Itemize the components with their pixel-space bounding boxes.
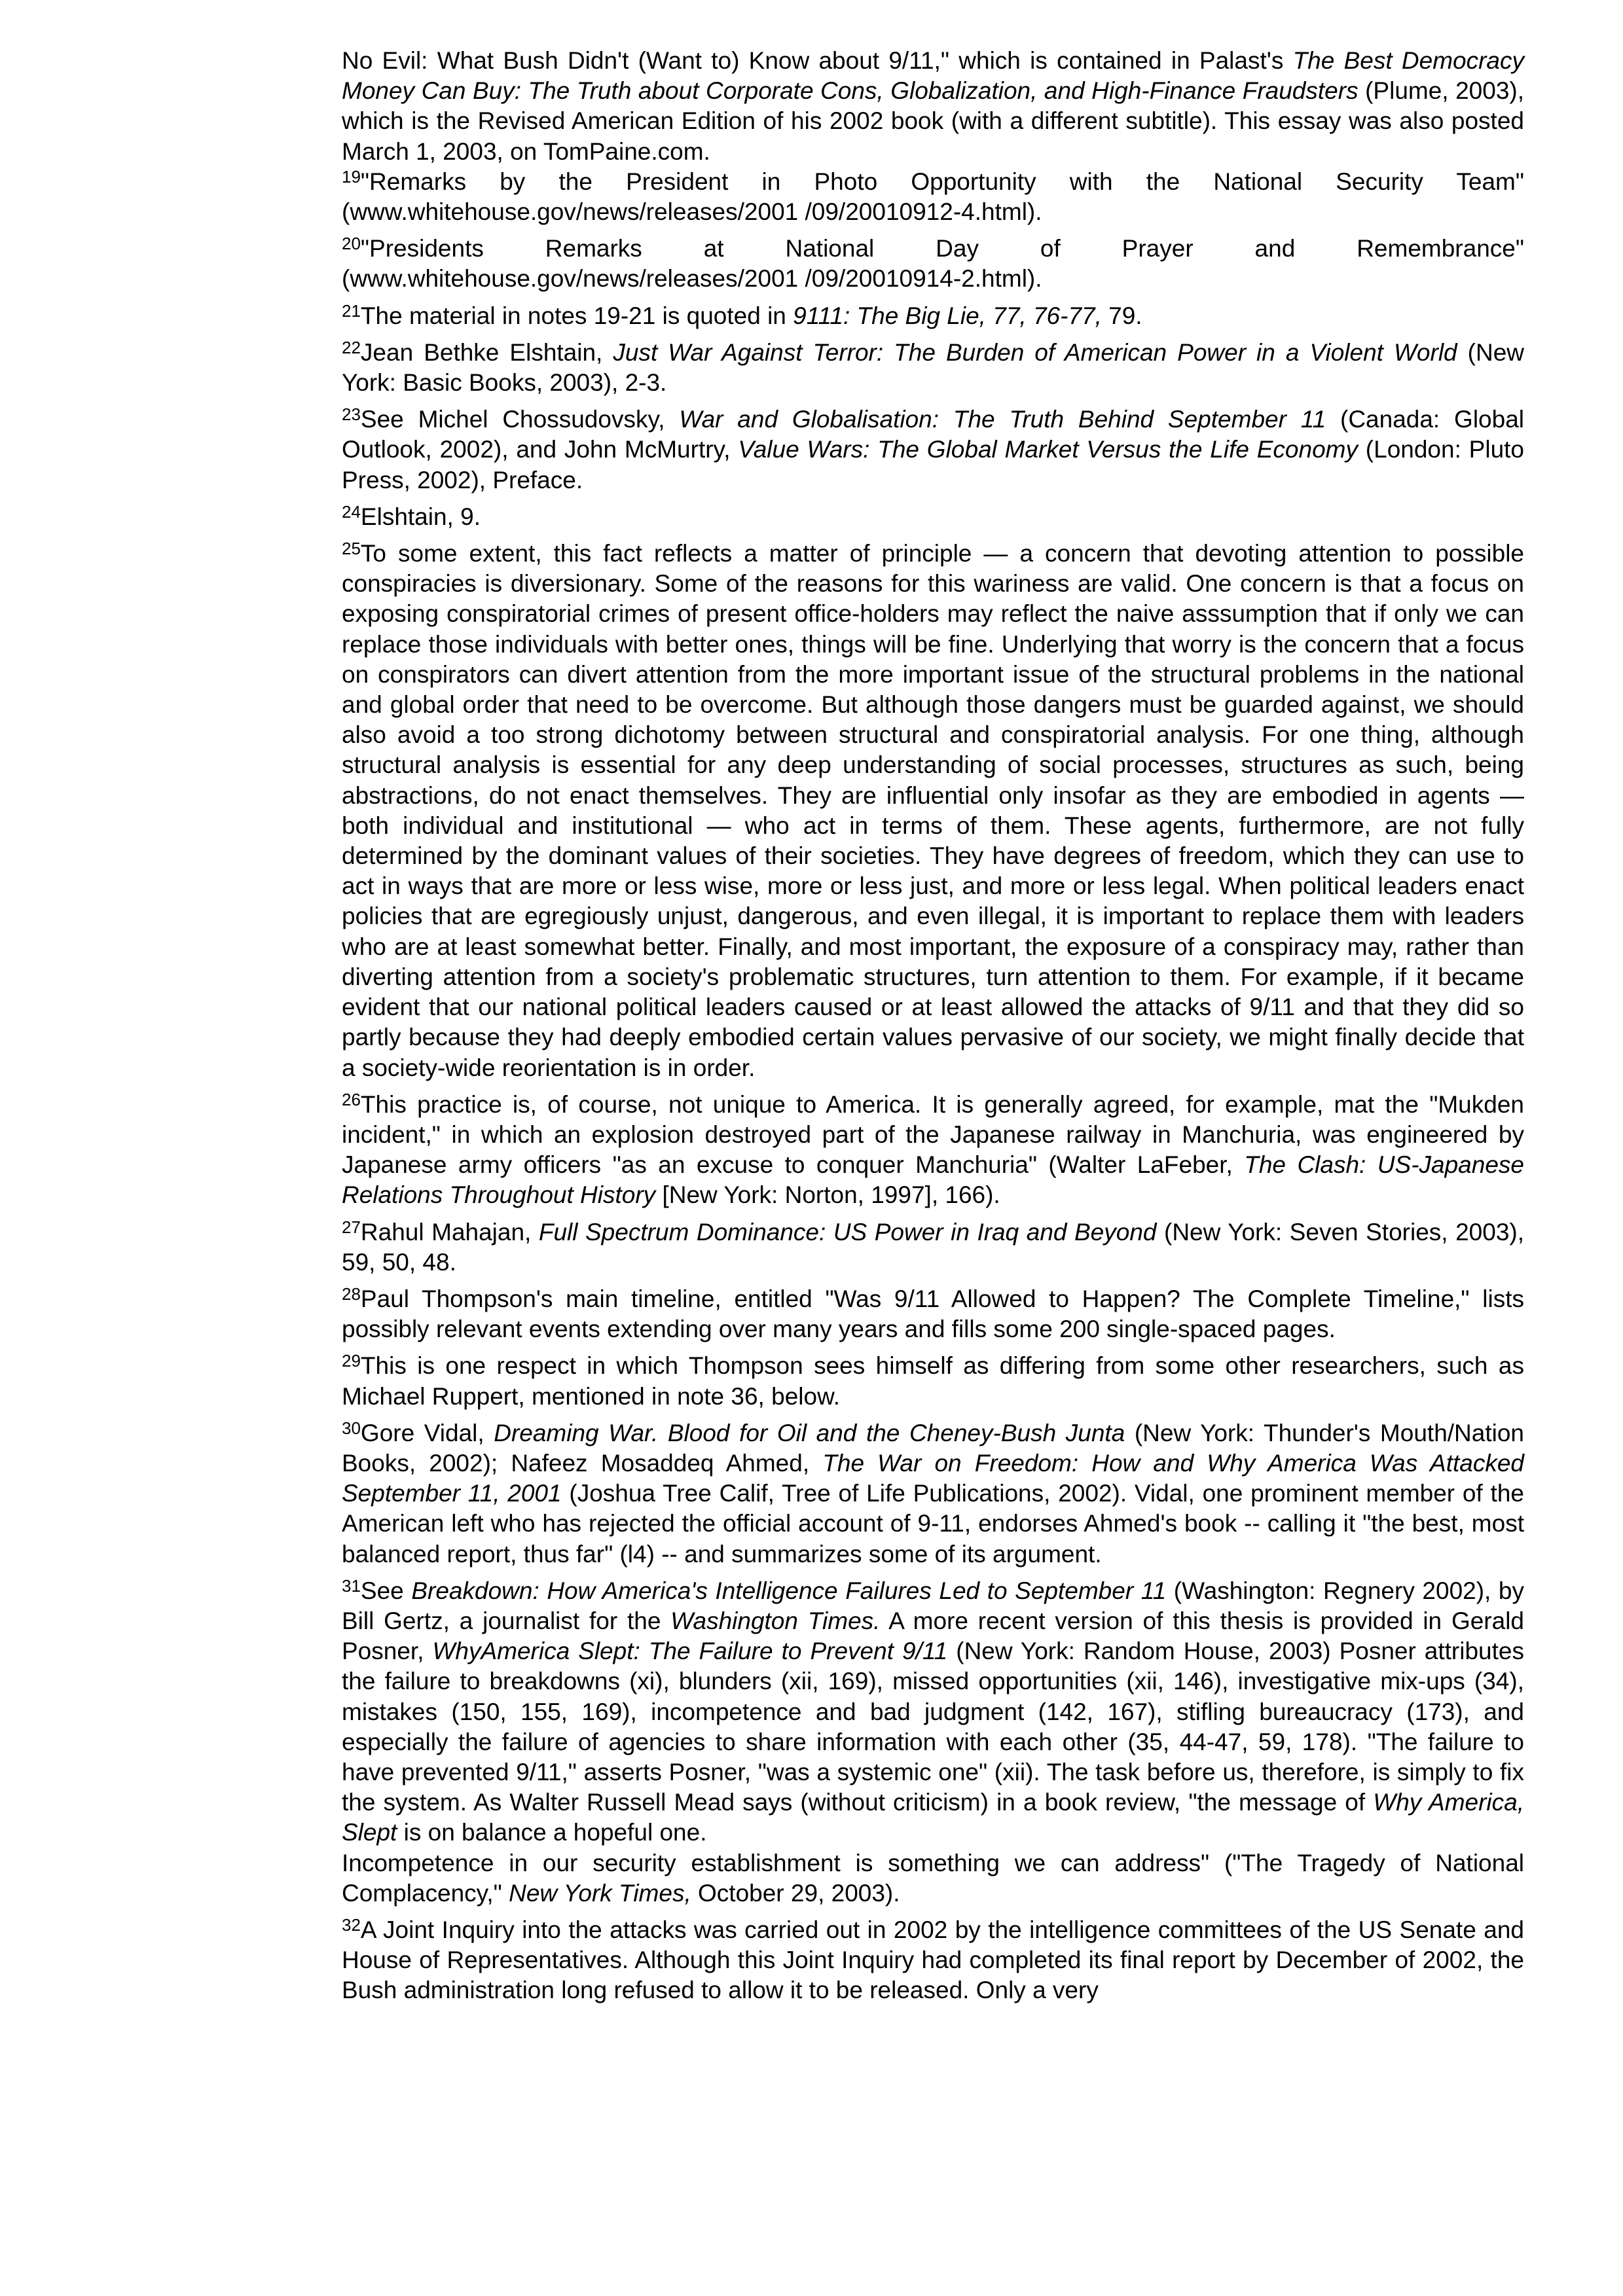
footnote-text: (Joshua Tree Calif, Tree of Life Publications, 2002). Vidal, one prominent member of the American left who has rejected the official account of 9-11, endorses Ahmed's book -- calling it "the best, most balanced report, thus far" (l4) -- and summarizes some of its argument. bbox=[342, 1480, 1524, 1568]
footnote-30 bbox=[342, 1418, 1524, 1570]
footnote-text: (Canada: Global Outlook, 2002), and John McMurtry, bbox=[342, 406, 1524, 463]
footnote-26 bbox=[342, 1090, 1524, 1211]
footnote-number: 23 bbox=[342, 404, 361, 425]
footnote-text: This practice is, of course, not unique to America. It is generally agreed, for example, mat the "Mukden incident," in which an explosion destroyed part of the Japanese railway in Manchuria, was engineered by Japanese army officers "as an excuse to conquer Manchuria" (Walter LaFeber, bbox=[342, 1090, 1524, 1179]
footnote-book-title: WhyAmerica Slept: The Failure to Prevent 9/11 bbox=[432, 1638, 948, 1665]
footnote-number: 32 bbox=[342, 1914, 361, 1935]
footnote-text: Incompetence in our security establishment is something we can address" ("The Tragedy of National Complacency," bbox=[342, 1849, 1524, 1907]
footnote-book-title: War and Globalisation: The Truth Behind September 11 bbox=[679, 406, 1326, 433]
footnote-text: (London: Pluto Press, 2002), Preface. bbox=[342, 436, 1525, 493]
footnote-text: Jean Bethke Elshtain, bbox=[360, 338, 613, 366]
footnote-20 bbox=[342, 234, 1524, 294]
footnote-number: 26 bbox=[342, 1089, 361, 1109]
footnote-number: 27 bbox=[342, 1217, 361, 1237]
footnote-book-title: Why America, Slept bbox=[342, 1789, 1524, 1846]
footnote-number: 21 bbox=[342, 300, 361, 321]
footnote-text: (Plume, 2003), which is the Revised American Edition of his 2002 book (with a different subtitle). This essay was also posted March 1, 2003, on TomPaine.com. bbox=[342, 77, 1524, 165]
footnote-number: 29 bbox=[342, 1351, 361, 1371]
footnote-text: The material in notes 19-21 is quoted in bbox=[360, 302, 793, 329]
footnote-publication-title: New York Times, bbox=[509, 1879, 691, 1907]
footnote-number: 25 bbox=[342, 539, 361, 559]
footnote-28 bbox=[342, 1284, 1524, 1344]
footnote-number: 19 bbox=[342, 166, 361, 187]
footnote-19 bbox=[342, 167, 1524, 227]
footnote-27 bbox=[342, 1217, 1524, 1278]
footnote-number: 31 bbox=[342, 1575, 361, 1596]
footnote-number: 28 bbox=[342, 1283, 361, 1304]
footnotes-page bbox=[342, 46, 1524, 2013]
footnote-number: 20 bbox=[342, 234, 361, 254]
footnote-book-title: Full Spectrum Dominance: US Power in Iraq and Beyond bbox=[538, 1218, 1157, 1246]
footnote-book-title: Value Wars: The Global Market Versus the Life Economy bbox=[738, 436, 1358, 463]
footnote-31-continued bbox=[342, 1848, 1524, 1909]
footnote-book-title: Dreaming War. Blood for Oil and the Cheney-Bush Junta bbox=[494, 1419, 1125, 1446]
footnote-text: A Joint Inquiry into the attacks was carried out in 2002 by the intelligence committees of the US Senate and House of Representatives. Although this Joint Inquiry had completed its final report by December of 2002, the Bush administration long refused to allow it to be released. Only a very bbox=[342, 1916, 1524, 2004]
footnote-book-title: The Clash: US-Japanese Relations Throughout History bbox=[342, 1151, 1524, 1209]
footnote-32 bbox=[342, 1915, 1524, 2006]
footnote-text: (New York: Basic Books, 2003), 2-3. bbox=[342, 338, 1524, 397]
footnote-text: Gore Vidal, bbox=[360, 1419, 494, 1446]
footnote-text: Paul Thompson's main timeline, entitled "Was 9/11 Allowed to Happen? The Complete Timeline," lists possibly relevant events extending over many years and fills some 200 single-spaced pages. bbox=[342, 1285, 1524, 1343]
footnote-text: (New York: Random House, 2003) Posner attributes the failure to breakdowns (xi), blunders (xii, 169), missed opportunities (xii, 146), investigative mix-ups (34), mistakes (150, 155, 169), incompetence and bad judgment (142, 167), stifling bureaucracy (173), and especially the failure of agencies to share information with each other (35, 44-47, 59, 178). "The failure to have prevented 9/11," asserts Posner, "was a systemic one" (xii). The task before us, therefore, is simply to fix the system. As Walter Russell Mead says (without criticism) in a book review, "the message of bbox=[342, 1638, 1524, 1816]
footnote-24 bbox=[342, 502, 1524, 532]
footnote-book-title: The Best Democracy Money Can Buy: The Truth about Corporate Cons, Globalization, and High-Finance Fraudsters bbox=[342, 47, 1524, 105]
footnote-text: is on balance a hopeful one. bbox=[397, 1819, 707, 1846]
footnote-text: 79. bbox=[1101, 302, 1142, 329]
footnote-text: "Remarks by the President in Photo Opportunity with the National Security Team" (www.whitehouse.gov/news/releases/2001 /09/20010912-4.html). bbox=[342, 168, 1524, 226]
footnote-text: To some extent, this fact reflects a matter of principle — a concern that devoting attention to possible conspiracies is diversionary. Some of the reasons for this wariness are valid. One concern is that a focus on exposing conspiratorial crimes of present office-holders may reflect the naive asssumption that if only we can replace those individuals with better ones, things will be fine. Underlying that worry is the concern that a focus on conspirators can divert attention from the more important issue of the structural problems in the national and global order that need to be overcome. But although those dangers must be guarded against, we should also avoid a too strong dichotomy between structural and conspiratorial analysis. For one thing, although structural analysis is essential for any deep understanding of social processes, structures as such, being abstractions, do not enact themselves. They are influential only insofar as they are embodied in agents — both individual and institutional — who act in terms of them. These agents, furthermore, are not fully determined by the dominant values of their societies. They have degrees of freedom, which they can use to act in ways that are more or less wise, more or less just, and more or less legal. When political leaders enact policies that are egregiously unjust, dangerous, and even illegal, it is important to replace them with leaders who are at least somewhat better. Finally, and most important, the exposure of a conspiracy may, rather than diverting attention from a society's problematic structures, turn attention to them. For example, if it became evident that our national political leaders caused or at least allowed the attacks of 9/11 and that they did so partly because they had deeply embodied certain values pervasive of our society, we might finally decide that a society-wide reorientation is in order. bbox=[342, 540, 1524, 1081]
footnote-21 bbox=[342, 301, 1524, 331]
footnote-29 bbox=[342, 1351, 1524, 1411]
footnote-text: "Presidents Remarks at National Day of Prayer and Remembrance" (www.whitehouse.gov/news/releases/2001 /09/20010914-2.html). bbox=[342, 235, 1524, 293]
footnote-text: This is one respect in which Thompson sees himself as differing from some other researchers, such as Michael Ruppert, mentioned in note 36, below. bbox=[342, 1352, 1524, 1410]
footnote-book-title: Just War Against Terror: The Burden of American Power in a Violent World bbox=[613, 338, 1457, 366]
footnote-number: 22 bbox=[342, 337, 361, 357]
footnote-book-title: 9111: The Big Lie, 77, 76-77, bbox=[793, 302, 1102, 329]
footnote-text: Rahul Mahajan, bbox=[360, 1218, 539, 1246]
footnote-text: A more recent version of this thesis is provided in Gerald Posner, bbox=[342, 1607, 1524, 1665]
footnote-text: See bbox=[360, 1577, 412, 1604]
footnote-number: 30 bbox=[342, 1418, 361, 1438]
footnote-25 bbox=[342, 539, 1524, 1083]
footnote-18-continued bbox=[342, 46, 1524, 167]
footnote-text: (New York: Seven Stories, 2003), 59, 50, 48. bbox=[342, 1218, 1524, 1276]
footnote-23 bbox=[342, 404, 1524, 495]
footnote-book-title: Breakdown: How America's Intelligence Failures Led to September 11 bbox=[411, 1577, 1167, 1604]
footnote-text: [New York: Norton, 1997], 166). bbox=[655, 1181, 1000, 1209]
footnote-text: No Evil: What Bush Didn't (Want to) Know about 9/11," which is contained in Palast's bbox=[342, 47, 1293, 74]
footnote-book-title: The War on Freedom: How and Why America Was Attacked September 11, 2001 bbox=[342, 1449, 1525, 1507]
footnote-text: (New York: Thunder's Mouth/Nation Books, 2002); Nafeez Mosaddeq Ahmed, bbox=[342, 1419, 1525, 1477]
footnote-publication-title: Washington Times. bbox=[670, 1607, 881, 1634]
footnote-text: Elshtain, 9. bbox=[360, 503, 481, 530]
footnote-text: (Washington: Regnery 2002), by Bill Gertz, a journalist for the bbox=[342, 1577, 1524, 1634]
footnote-text: See Michel Chossudovsky, bbox=[360, 406, 680, 433]
footnote-31 bbox=[342, 1576, 1524, 1848]
footnote-number: 24 bbox=[342, 501, 361, 522]
footnote-text: October 29, 2003). bbox=[691, 1879, 900, 1907]
footnote-22 bbox=[342, 338, 1524, 398]
